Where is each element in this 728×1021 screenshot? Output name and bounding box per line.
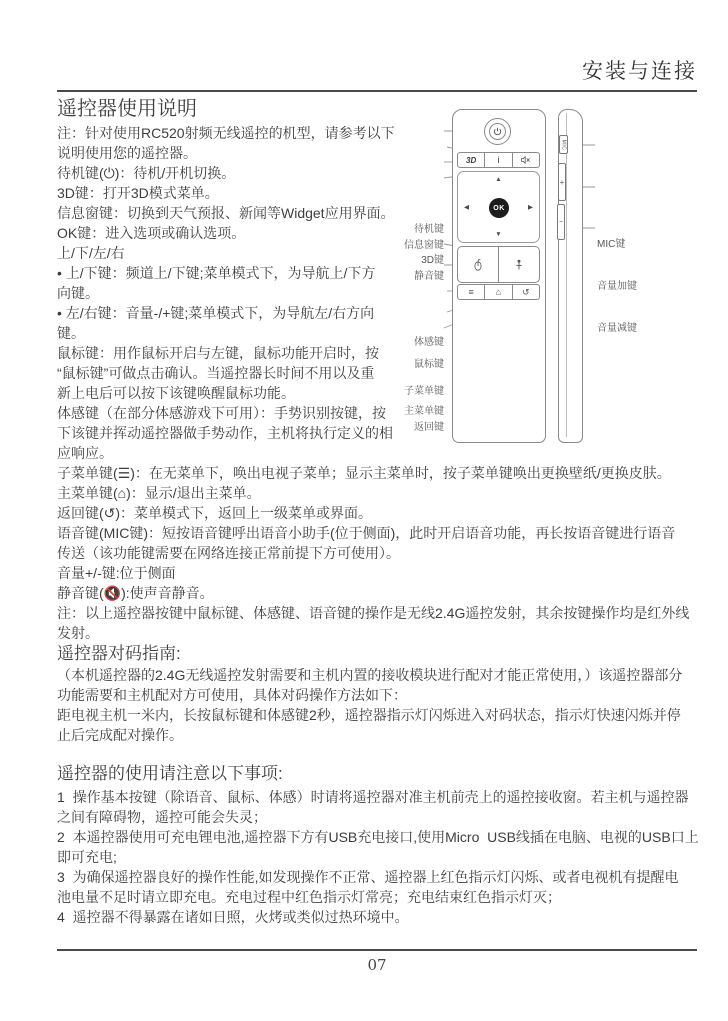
submenu-button [458, 285, 485, 299]
top-button-row [457, 152, 540, 168]
text-line: 体感键（在部分体感游戏下可用）：手势识别按键，按 [57, 405, 386, 421]
remote-diagram [395, 100, 705, 460]
text-line: OK键：进入选项或确认选项。 [57, 225, 246, 241]
diagram-label: 3D键 [421, 255, 444, 266]
back-button [513, 285, 539, 299]
text-line: 信息窗键：切换到天气预报、新闻等Widget应用界面。 [57, 205, 395, 221]
3d-button-label: 3D [466, 155, 477, 165]
text-line: 新上电后可以按下该键唤醒鼠标功能。 [57, 385, 295, 401]
text-line: 上/下/左/右 [57, 245, 125, 261]
diagram-label: 返回键 [414, 422, 444, 433]
text-line: 待机键(⏻)：待机/开机切换。 [57, 165, 236, 181]
text-line: 下该键并挥动遥控器做手势动作，主机将执行定义的相 [57, 425, 393, 441]
pairing-section-title: 遥控器对码指南: [57, 644, 181, 663]
power-button [484, 118, 511, 145]
bottom-button-row [457, 284, 540, 300]
text-line: 传送（该功能键需要在网络连接正常前提下方可使用）。 [57, 545, 400, 561]
text-line: 静音键(🔇):使声音静音。 [57, 585, 214, 601]
diagram-label: 信息窗键 [404, 240, 444, 251]
text-line: 1 操作基本按键（除语音、鼠标、体感）时请将遥控器对准主机前壳上的遥控接收窗。若主机与遥控器 [57, 789, 689, 805]
mouse-button [458, 247, 499, 282]
text-line: 注：以上遥控器按键中鼠标键、体感键、语音键的操作是无线2.4G遥控发射，其余按键操作均是红外线 [57, 605, 690, 621]
diagram-label: 音量加键 [597, 281, 637, 292]
power-icon [493, 127, 502, 136]
text-line: 功能需要和主机配对方可使用，具体对码操作方法如下： [57, 687, 407, 703]
navigation-pad [457, 171, 540, 243]
usage-section-title: 遥控器使用说明 [57, 98, 197, 120]
text-line: 3 为确保遥控器良好的操作性能,如发现操作不正常、遥控器上红色指示灯闪烁、或者电视机有提醒电 [57, 869, 679, 885]
text-line: 子菜单键(☰)：在无菜单下，唤出电视子菜单；显示主菜单时，按子菜单键唤出更换壁纸/更换皮肤。 [57, 465, 671, 481]
submenu-icon: ≡ [468, 287, 474, 297]
text-line: （本机遥控器的2.4G无线遥控发射需要和主机内置的接收模块进行配对才能正常使用，）该遥控器部分 [57, 667, 683, 683]
volume-down-button: − [557, 204, 565, 240]
text-line: 注：针对使用RC520射频无线遥控的机型，请参考以下 [57, 125, 395, 141]
home-button [485, 285, 512, 299]
3d-button [458, 153, 485, 167]
mic-button-label: MIC [560, 139, 567, 150]
notes-section-title: 遥控器的使用请注意以下事项: [57, 764, 283, 783]
volume-up-button: + [558, 163, 566, 201]
home-icon: ⌂ [495, 287, 502, 297]
text-line: 返回键(↺)：菜单模式下，返回上一级菜单或界面。 [57, 505, 373, 521]
info-button-label: i [497, 155, 500, 165]
usage-leftcol-text [57, 123, 425, 463]
text-line: 键。 [57, 325, 85, 341]
power-button-ring [489, 123, 506, 140]
text-line: 池电量不足时请立即充电。充电过程中红色指示灯常亮；充电结束红色指示灯灭； [57, 889, 561, 905]
remote-front-view [452, 109, 546, 443]
diagram-label: MIC键 [597, 239, 626, 250]
text-line: 语音键(MIC键)：短按语音键呼出语音小助手(位于侧面)，此时开启语音功能，再长按语音键进行语音 [57, 525, 676, 541]
diagram-label: 主菜单键 [404, 406, 444, 417]
diagram-label: 音量减键 [597, 323, 637, 334]
ok-button: OK [489, 198, 509, 218]
diagram-label: 体感键 [414, 337, 444, 348]
text-line: 发射。 [57, 625, 99, 641]
info-button [485, 153, 512, 167]
text-line: 应响应。 [57, 445, 113, 461]
header-rule [57, 90, 697, 92]
side-edge-line [566, 113, 567, 437]
text-line: 说明使用您的遥控器。 [57, 145, 197, 161]
mic-button [559, 135, 568, 154]
text-line: 2 本遥控器使用可充电锂电池,遥控器下方有USB充电接口,使用Micro USB线插在电脑、电视的USB口上 [57, 829, 699, 845]
mouse-gesture-buttons [457, 246, 540, 283]
left-arrow-icon: ◀ [464, 204, 469, 211]
gesture-icon [514, 259, 524, 271]
mute-button [513, 153, 539, 167]
mouse-icon [473, 258, 483, 271]
text-line: 向键。 [57, 285, 99, 301]
text-line: 即可充电; [57, 849, 117, 865]
text-line: 距电视主机一米内，长按鼠标键和体感键2秒，遥控器指示灯闪烁进入对码状态，指示灯快速闪烁并停 [57, 707, 681, 723]
text-line: 鼠标键：用作鼠标开启与左键，鼠标功能开启时，按 [57, 345, 379, 361]
text-line: 4 遥控器不得暴露在诸如日照，火烤或类似过热环境中。 [57, 909, 409, 925]
remote-side-view [558, 109, 583, 443]
diagram-label: 静音键 [414, 271, 444, 282]
text-line: • 左/右键：音量-/+键;菜单模式下，为导航左/右方向 [57, 305, 375, 321]
notes-text [57, 787, 697, 927]
gesture-button [499, 247, 539, 282]
right-arrow-icon: ▶ [528, 204, 533, 211]
down-arrow-icon: ▼ [495, 231, 502, 238]
pairing-text [57, 665, 697, 745]
usage-fullwidth-text [57, 463, 697, 643]
diagram-label: 鼠标键 [414, 359, 444, 370]
footer-rule [57, 949, 697, 951]
diagram-label: 待机键 [414, 224, 444, 235]
page-number: 07 [367, 956, 387, 974]
header-title: 安装与连接 [582, 60, 697, 83]
text-line: 3D键：打开3D模式菜单。 [57, 185, 219, 201]
text-line: “鼠标键”可做点击确认。当遥控器长时间不用以及重 [57, 365, 375, 381]
text-line: • 上/下键：频道上/下键;菜单模式下，为导航上/下方 [57, 265, 376, 281]
text-line: 主菜单键(⌂)：显示/退出主菜单。 [57, 485, 261, 501]
mute-icon [521, 156, 531, 164]
up-arrow-icon: ▲ [495, 176, 502, 183]
text-line: 音量+/-键:位于侧面 [57, 565, 176, 581]
text-line: 之间有障碍物，遥控可能会失灵； [57, 809, 267, 825]
text-line: 止后完成配对操作。 [57, 727, 183, 743]
back-icon: ↺ [522, 287, 530, 297]
diagram-label: 子菜单键 [404, 386, 444, 397]
